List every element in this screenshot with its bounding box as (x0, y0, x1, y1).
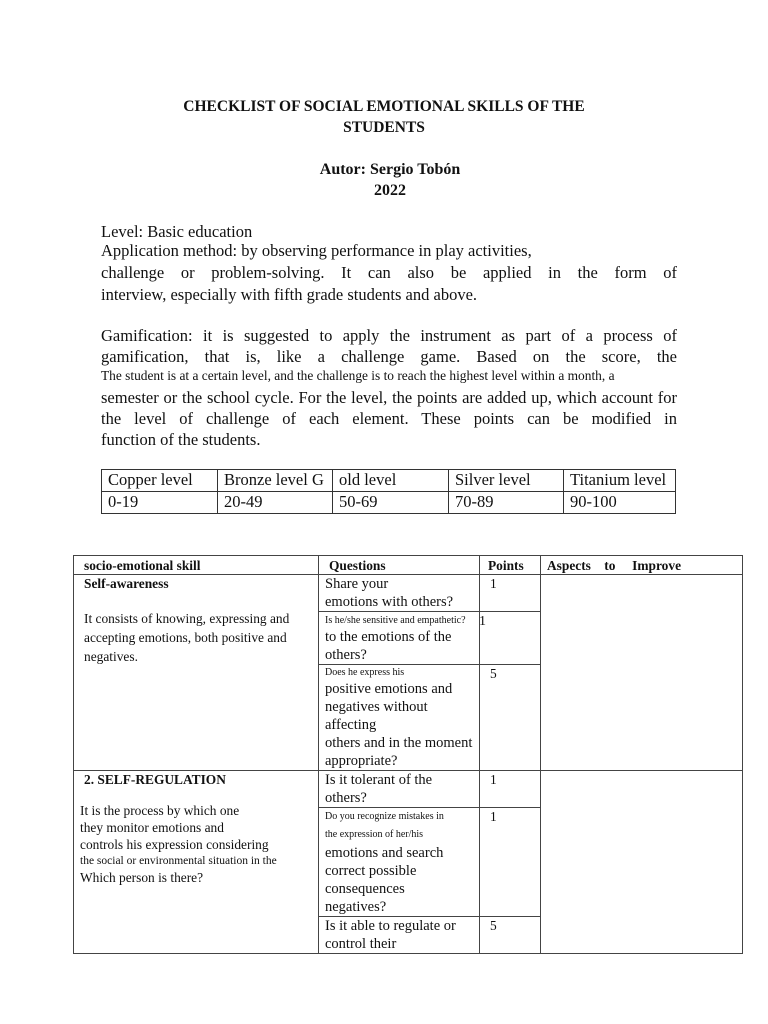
description-line: negatives. (84, 649, 138, 664)
aspects-cell (541, 771, 743, 954)
method-line-3: interview, especially with fifth grade students and above. (101, 285, 478, 304)
gamification-line-4: semester or the school cycle. For the level, the points are added up, which account for (101, 388, 677, 407)
question-line: control their (325, 936, 397, 952)
question-line: Share your (325, 576, 389, 592)
skill-name: Self-awareness (84, 576, 169, 591)
skills-header-row (74, 556, 743, 575)
question-cell (319, 808, 480, 917)
question-cell (319, 917, 480, 954)
question-line: negatives without affecting (325, 699, 428, 733)
question-line: negatives? (325, 899, 387, 915)
header-questions: Questions (319, 556, 480, 575)
question-cell (319, 575, 480, 612)
level-line: Level: Basic education (101, 222, 253, 241)
description-line: Which person is there? (80, 870, 204, 885)
description-line: they monitor emotions and (80, 820, 224, 835)
level-name-cell: old level (333, 470, 449, 492)
description-line: It is the process by which one (80, 803, 240, 818)
question-line: positive emotions and (325, 681, 453, 697)
description-line: accepting emotions, both positive and (84, 630, 287, 645)
question-line: others? (325, 790, 367, 806)
points-cell: 1 (480, 575, 541, 612)
question-line: Do you recognize mistakes in (325, 811, 444, 822)
question-line: appropriate? (325, 753, 398, 769)
level-name-cell: Bronze level G (218, 470, 333, 492)
question-cell (319, 665, 480, 771)
aspects-cell (541, 575, 743, 771)
points-cell: 5 (480, 917, 541, 954)
gamification-line-1: Gamification: it is suggested to apply the instrument as part of a process of (101, 326, 677, 345)
question-line: correct possible (325, 863, 417, 879)
question-line: others? (325, 647, 367, 663)
question-line: consequences (325, 881, 405, 897)
level-name-cell: Titanium level (564, 470, 676, 492)
description-line: It consists of knowing, expressing and (84, 611, 290, 626)
author-year: 2022 (374, 182, 406, 199)
header-aspects: Aspects to Improve (541, 556, 743, 575)
gamification-line-2: gamification, that is, like a challenge game. Based on the score, the (101, 347, 677, 366)
gamification-line-6: function of the students. (101, 430, 261, 449)
title-line-1: CHECKLIST OF SOCIAL EMOTIONAL SKILLS OF THE (183, 98, 585, 115)
levels-names-row (102, 470, 676, 492)
question-cell (319, 612, 486, 665)
question-line: Is it able to regulate or (325, 918, 456, 934)
level-range-cell: 90-100 (564, 492, 676, 514)
description-line: controls his expression considering (80, 837, 269, 852)
method-line-1: Application method: by observing performance in play activities, (101, 241, 532, 260)
question-line: Is he/she sensitive and empathetic? (325, 615, 466, 626)
table-row (74, 575, 743, 612)
author-name: Autor: Sergio Tobón (319, 161, 461, 178)
gamification-line-3: The student is at a certain level, and the challenge is to reach the highest level within a month, a (101, 368, 615, 383)
method-line-2: challenge or problem-solving. It can also be applied in the form of (101, 263, 677, 282)
level-range-cell: 0-19 (102, 492, 218, 514)
header-skill: socio-emotional skill (74, 556, 319, 575)
levels-table (101, 469, 676, 514)
question-line: emotions and search (325, 845, 444, 861)
header-points: Points (480, 556, 541, 575)
question-line: the expression of her/his (325, 829, 424, 840)
points-cell (480, 612, 541, 665)
question-line: others and in the moment (325, 735, 473, 751)
level-name-cell: Silver level (449, 470, 564, 492)
document-title (0, 96, 768, 138)
question-cell (319, 771, 480, 808)
title-line-2: STUDENTS (343, 119, 425, 136)
gamification-line-5: the level of challenge of each element. These points can be modified in (101, 409, 677, 428)
skill-description (80, 802, 314, 886)
levels-ranges-row (102, 492, 676, 514)
table-row (74, 771, 743, 808)
overflow-point: 1 (479, 614, 486, 629)
question-line: to the emotions of the (325, 629, 452, 645)
author-block (0, 159, 768, 201)
level-range-cell: 20-49 (218, 492, 333, 514)
skill-cell-self-regulation (74, 771, 319, 954)
question-line: Does he express his (325, 667, 405, 678)
points-cell: 1 (480, 808, 541, 917)
skill-description (80, 609, 314, 666)
question-line: Is it tolerant of the (325, 772, 433, 788)
level-range-cell: 70-89 (449, 492, 564, 514)
points-cell: 5 (480, 665, 541, 771)
question-line: emotions with others? (325, 594, 454, 610)
points-cell: 1 (480, 771, 541, 808)
skills-table (73, 555, 743, 954)
skill-name: 2. SELF-REGULATION (84, 772, 226, 787)
level-range-cell: 50-69 (333, 492, 449, 514)
level-name-cell: Copper level (102, 470, 218, 492)
description-line: the social or environmental situation in the (80, 855, 277, 867)
skill-cell-self-awareness (74, 575, 319, 771)
